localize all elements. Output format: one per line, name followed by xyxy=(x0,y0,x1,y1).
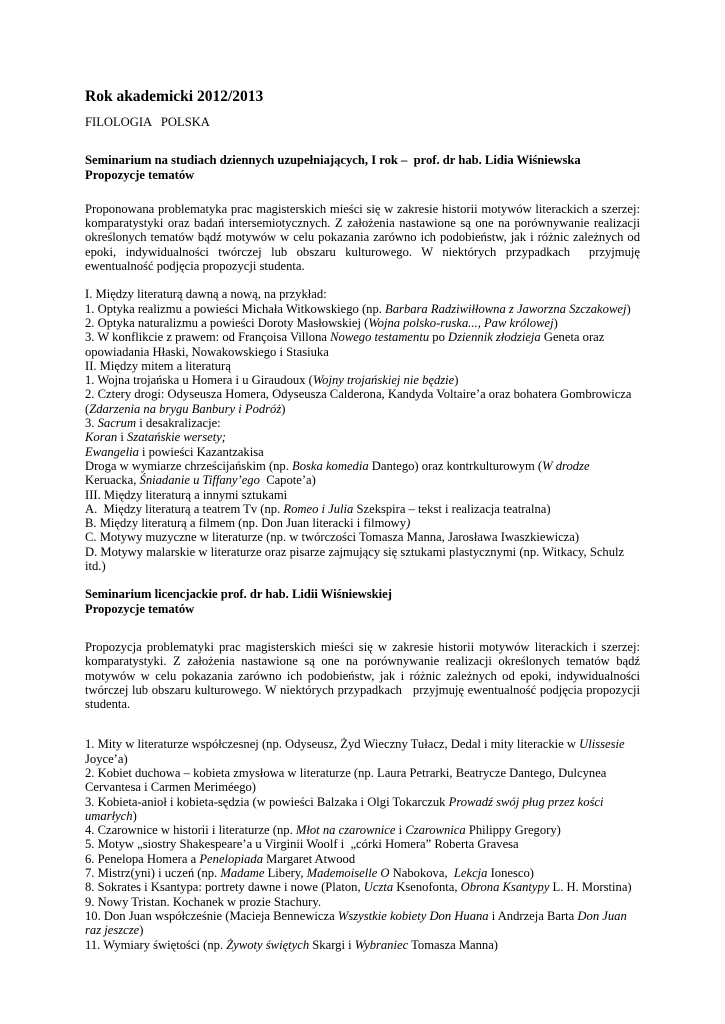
text-run: Uczta xyxy=(363,880,394,895)
section2-line: 5. Motyw „siostry Shakespeare’a u Virginii Woolf i „córki Homera” Roberta Gravesa xyxy=(85,837,519,852)
section1-subheading: Propozycje tematów xyxy=(85,167,195,182)
text-run: Wojny trojańskiej nie będzie xyxy=(312,373,455,388)
text-run: Obrona Ksantypy xyxy=(460,880,550,895)
section2-line: 7. Mistrz(yni) i uczeń (np. Madame Libery, Mademoiselle O Nabokova, Lekcja Ionesco) xyxy=(85,866,534,881)
section2-line: 8. Sokrates i Ksantypa: portrety dawne i nowe (Platon, Uczta Ksenofonta, Obrona Ksantypy L. H. Morstina) xyxy=(85,880,632,895)
text-run: Koran xyxy=(85,430,118,445)
text-run: Szatańskie wersety; xyxy=(127,430,226,445)
section1-line: 2. Optyka naturalizmu a powieści Doroty Masłowskiej (Wojna polsko-ruska..., Paw królowej) xyxy=(85,315,558,330)
text-run: Lekcja xyxy=(453,866,488,881)
text-run: Wybraniec xyxy=(354,937,409,952)
text-run: Żywoty świętych xyxy=(226,937,310,952)
section2-heading: Seminarium licencjackie prof. dr hab. Lidii Wiśniewskiej xyxy=(85,587,392,602)
section2-subheading: Propozycje tematów xyxy=(85,601,195,616)
section1-line: Ewangelia i powieści Kazantzakisa xyxy=(85,444,264,459)
text-run: Ewangelia xyxy=(85,444,139,459)
section2-line: 6. Penelopa Homera a Penelopiada Margaret Atwood xyxy=(85,851,356,866)
text-run: Penelopiada xyxy=(199,851,264,866)
text-run: Wojna polsko-ruska..., Paw królowej xyxy=(368,315,554,330)
text-run: Sacrum xyxy=(97,416,137,431)
text-run: Młot na czarownice xyxy=(295,823,396,838)
document-subtitle: FILOLOGIA POLSKA xyxy=(85,115,210,129)
section1-intro-paragraph: Proponowana problematyka prac magisterskich mieści się w zakresie historii motywów literackich a szerzej: komparatystyki oraz badań intersemiotycznych. Z założenia nastawione są one na porównywanie realizacji określonych tematów bądź motywów w celu pokazania zarówno ich podobieństw, jak i różnic zależnych od epoki, indywidualności twórczej lub obszaru kulturowego. W niektórych przypadkach przyjmuję ewentualność podjęcia propozycji studenta. xyxy=(85,201,644,274)
text-run: Zdarzenia na brygu Banbury i Podróż xyxy=(89,401,282,416)
text-run: Don Juan raz jeszcze xyxy=(85,908,630,938)
section1-line: II. Między mitem a literaturą xyxy=(85,358,231,373)
document-title: Rok akademicki 2012/2013 xyxy=(85,88,264,105)
section1-line: Droga w wymiarze chrześcijańskim (np. Boska komedia Dantego) oraz kontrkulturowym (W drodze Keruacka, Śniadanie u Tiffany’ego Capote’a) xyxy=(85,458,596,488)
text-run: Madame xyxy=(220,866,265,881)
section2-line: 10. Don Juan współcześnie (Macieja Bennewicza Wszystkie kobiety Don Huana i Andrzeja Barta Don Juan raz jeszcze) xyxy=(85,908,630,938)
section2-line: 4. Czarownice w historii i literaturze (np. Młot na czarownice i Czarownica Philippy Gregory) xyxy=(85,823,561,838)
section1-line: A. Między literaturą a teatrem Tv (np. Romeo i Julia Szekspira – tekst i realizacja teatralna) xyxy=(85,501,551,516)
section1-line: B. Między literaturą a filmem (np. Don Juan literacki i filmowy) xyxy=(85,516,411,531)
text-run: Ulissesie xyxy=(579,737,625,752)
section1-heading: Seminarium na studiach dziennych uzupełniających, I rok – prof. dr hab. Lidia Wiśniewska xyxy=(85,153,581,168)
section1-line: III. Między literaturą a innymi sztukami xyxy=(85,487,288,502)
text-run: ) xyxy=(406,516,411,531)
section2-line: 2. Kobiet duchowa – kobieta zmysłowa w literaturze (np. Laura Petrarki, Beatrycze Dantego, Dulcynea Cervantesa i Carmen Meriméego) xyxy=(85,765,610,795)
text-run: Śniadanie u Tiffany’ego xyxy=(139,473,260,488)
text-run: Boska komedia xyxy=(292,458,369,473)
text-run: Prowadź swój pług przez kości umarłych xyxy=(85,794,607,823)
text-run: Mademoiselle O xyxy=(306,866,390,881)
text-run: W drodze xyxy=(542,458,590,473)
text-run: Czarownica xyxy=(405,823,466,838)
section1-line: Koran i Szatańskie wersety; xyxy=(85,430,226,445)
section2-line: 1. Mity w literaturze współczesnej (np. Odyseusz, Żyd Wieczny Tułacz, Dedal i mity literackie w Ulissesie Joyce’a) xyxy=(85,737,628,766)
section1-line: D. Motywy malarskie w literaturze oraz pisarze zajmujący się sztukami plastycznymi (np. Witkacy, Schulz itd.) xyxy=(85,544,628,574)
section2-intro-paragraph: Propozycja problematyki prac magisterskich mieści się w zakresie historii motywów literackich i szerzej: komparatystyki. Z założenia nastawione są one na porównywanie realizacji określonych tematów bądź motywów w celu pokazania zarówno ich podobieństw, jak i różnic zależnych od epoki, indywidualności twórczej lub obszaru kulturowego. W niektórych przypadkach przyjmuję ewentualność podjęcia propozycji studenta. xyxy=(85,639,644,712)
section1-line: C. Motywy muzyczne w literaturze (np. w twórczości Tomasza Manna, Jarosława Iwaszkiewicza) xyxy=(85,530,580,545)
text-run: Barbara Radziwiłłowna z Jaworzna Szczakowej xyxy=(385,301,627,316)
section2-line: 11. Wymiary świętości (np. Żywoty świętych Skargi i Wybraniec Tomasza Manna) xyxy=(85,937,498,952)
section1-line: 1. Optyka realizmu a powieści Michała Witkowskiego (np. Barbara Radziwiłłowna z Jaworzna Szczakowej) xyxy=(85,301,631,316)
text-run: Nowego testamentu xyxy=(330,330,430,345)
text-run: Romeo i Julia xyxy=(283,501,354,516)
text-run: Dziennik złodzieja xyxy=(448,330,541,345)
section1-line: 3. Sacrum i desakralizacje: xyxy=(85,416,221,431)
section2-line: 9. Nowy Tristan. Kochanek w prozie Stachury. xyxy=(85,894,321,909)
text-run: Wszystkie kobiety Don Huana xyxy=(337,908,489,923)
section1-line: 1. Wojna trojańska u Homera i u Giraudoux (Wojny trojańskiej nie będzie) xyxy=(85,373,459,388)
section2-line: 3. Kobieta-anioł i kobieta-sędzia (w powieści Balzaka i Olgi Tokarczuk Prowadź swój pług przez kości umarłych) xyxy=(85,794,607,823)
section1-line: 2. Cztery drogi: Odyseusza Homera, Odyseusza Calderona, Kandyda Voltaire’a oraz bohatera Gombrowicza (Zdarzenia na brygu Banbury i Podróż) xyxy=(85,387,635,416)
section1-line: I. Między literaturą dawną a nową, na przykład: xyxy=(85,287,327,302)
section1-line: 3. W konflikcie z prawem: od Françoisa Villona Nowego testamentu po Dziennik złodzieja Geneta oraz opowiadania Hłaski, Nowakowskiego i Stasiuka xyxy=(85,330,608,359)
